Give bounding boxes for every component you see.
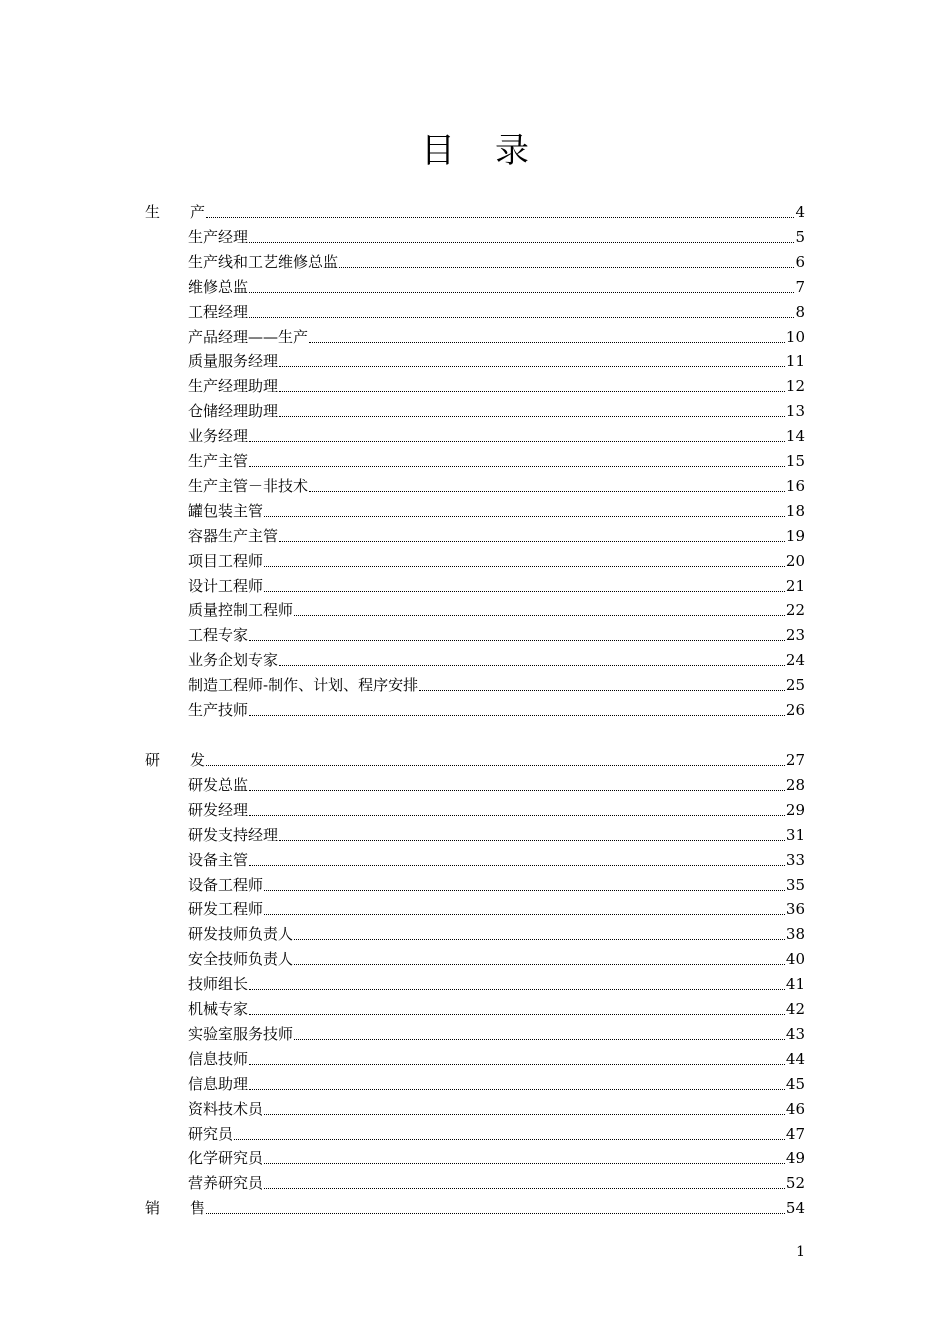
toc-entry-page: 52 bbox=[785, 1174, 805, 1193]
toc-entry[interactable] bbox=[188, 823, 805, 847]
toc-entry-label: 生 产 bbox=[145, 203, 206, 221]
toc-entry-label: 生产主管－非技术 bbox=[188, 476, 309, 495]
toc-entry[interactable] bbox=[188, 1022, 805, 1046]
toc-entry-page: 11 bbox=[785, 352, 805, 371]
toc-entry-label: 生产经理助理 bbox=[188, 377, 279, 396]
dot-leader bbox=[264, 591, 785, 592]
dot-leader bbox=[279, 665, 785, 666]
toc-entry-label: 质量控制工程师 bbox=[188, 601, 294, 620]
toc-entry[interactable] bbox=[188, 499, 805, 523]
toc-entry[interactable] bbox=[188, 250, 805, 274]
toc-entry-label: 研发工程师 bbox=[188, 900, 264, 919]
toc-entry-page: 18 bbox=[785, 501, 805, 520]
toc-entry-page: 42 bbox=[785, 1000, 805, 1018]
toc-entry-page: 47 bbox=[785, 1124, 805, 1143]
toc-entry[interactable] bbox=[188, 225, 805, 249]
toc-entry[interactable] bbox=[188, 1047, 805, 1071]
toc-entry-label: 信息技师 bbox=[188, 1049, 249, 1068]
toc-entry-page: 27 bbox=[785, 751, 805, 769]
toc-entry-page: 6 bbox=[795, 252, 805, 271]
toc-entry[interactable] bbox=[188, 275, 805, 299]
dot-leader bbox=[279, 416, 785, 417]
dot-leader bbox=[249, 715, 785, 716]
toc-entry[interactable] bbox=[188, 325, 805, 349]
toc-entry-label: 仓储经理助理 bbox=[188, 402, 279, 421]
toc-entry-page: 10 bbox=[785, 327, 805, 346]
toc-entry-page: 44 bbox=[785, 1049, 805, 1068]
dot-leader bbox=[264, 516, 785, 517]
toc-entry-page: 25 bbox=[785, 676, 805, 695]
toc-entry-label: 研发总监 bbox=[188, 775, 249, 794]
dot-leader bbox=[249, 292, 794, 293]
toc-entry-label: 机械专家 bbox=[188, 1000, 249, 1018]
dot-leader bbox=[249, 815, 785, 816]
toc-entry-page: 33 bbox=[785, 850, 805, 869]
toc-entry-label: 设计工程师 bbox=[188, 576, 264, 595]
dot-leader bbox=[249, 1014, 785, 1015]
dot-leader bbox=[279, 541, 785, 542]
toc-section-heading[interactable] bbox=[145, 200, 805, 224]
toc-entry-page: 46 bbox=[785, 1099, 805, 1118]
dot-leader bbox=[309, 491, 785, 492]
dot-leader bbox=[294, 964, 785, 965]
toc-entry-label: 生产主管 bbox=[188, 452, 249, 470]
dot-leader bbox=[309, 342, 785, 343]
toc-entry-page: 49 bbox=[785, 1149, 805, 1168]
toc-entry[interactable] bbox=[188, 399, 805, 423]
toc-entry-label: 资料技术员 bbox=[188, 1099, 264, 1118]
dot-leader bbox=[206, 1213, 785, 1214]
toc-entry[interactable] bbox=[188, 997, 805, 1021]
toc-entry-page: 4 bbox=[795, 203, 805, 221]
toc-entry[interactable] bbox=[188, 1097, 805, 1121]
toc-entry-page: 15 bbox=[785, 452, 805, 470]
dot-leader bbox=[264, 1188, 785, 1189]
toc-entry-page: 54 bbox=[785, 1199, 805, 1217]
toc-entry[interactable] bbox=[188, 673, 805, 697]
toc-entry[interactable] bbox=[188, 848, 805, 872]
dot-leader bbox=[294, 939, 785, 940]
toc-entry-label: 生产线和工艺维修总监 bbox=[188, 252, 339, 271]
dot-leader bbox=[249, 317, 794, 318]
toc-entry[interactable] bbox=[188, 648, 805, 672]
toc-entry-page: 12 bbox=[785, 377, 805, 396]
dot-leader bbox=[249, 1064, 785, 1065]
toc-entry-label: 工程专家 bbox=[188, 626, 249, 645]
dot-leader bbox=[249, 865, 785, 866]
toc-entry-label: 研究员 bbox=[188, 1124, 234, 1143]
toc-entry-page: 8 bbox=[795, 302, 805, 321]
toc-entry-page: 38 bbox=[785, 925, 805, 944]
dot-leader bbox=[279, 366, 785, 367]
dot-leader bbox=[294, 1039, 785, 1040]
toc-entry[interactable] bbox=[188, 374, 805, 398]
toc-entry[interactable] bbox=[188, 300, 805, 324]
toc-entry-page: 31 bbox=[785, 825, 805, 844]
toc-entry-label: 设备工程师 bbox=[188, 875, 264, 894]
dot-leader bbox=[264, 1163, 785, 1164]
toc-entry[interactable] bbox=[188, 798, 805, 822]
toc-entry-page: 45 bbox=[785, 1074, 805, 1093]
toc-section-heading[interactable] bbox=[145, 748, 805, 772]
toc-entry[interactable] bbox=[188, 449, 805, 473]
dot-leader bbox=[249, 640, 785, 641]
toc-entry-label: 研发支持经理 bbox=[188, 825, 279, 844]
toc-entry-page: 40 bbox=[785, 950, 805, 969]
toc-entry-label: 实验室服务技师 bbox=[188, 1024, 294, 1043]
toc-entry[interactable] bbox=[188, 922, 805, 946]
toc-entry-label: 工程经理 bbox=[188, 302, 249, 321]
toc-entry-page: 41 bbox=[785, 975, 805, 994]
toc-entry[interactable] bbox=[188, 623, 805, 647]
toc-entry-label: 设备主管 bbox=[188, 850, 249, 869]
toc-entry[interactable] bbox=[188, 972, 805, 996]
dot-leader bbox=[249, 242, 794, 243]
toc-entry[interactable] bbox=[188, 474, 805, 498]
toc-entry-page: 7 bbox=[795, 277, 805, 296]
toc-entry-page: 5 bbox=[795, 227, 805, 246]
toc-entry-page: 28 bbox=[785, 775, 805, 794]
toc-entry-label: 制造工程师-制作、计划、程序安排 bbox=[188, 676, 419, 695]
toc-entry-page: 21 bbox=[785, 576, 805, 595]
toc-entry-label: 业务企划专家 bbox=[188, 651, 279, 670]
toc-entry[interactable] bbox=[188, 598, 805, 622]
page-number: 1 bbox=[796, 1244, 805, 1260]
toc-entry-label: 信息助理 bbox=[188, 1074, 249, 1093]
toc-entry-page: 22 bbox=[785, 601, 805, 620]
toc-entry-label: 技师组长 bbox=[188, 975, 249, 994]
dot-leader bbox=[249, 1089, 785, 1090]
title-char-1: 目 bbox=[421, 131, 455, 171]
toc-entry-label: 化学研究员 bbox=[188, 1149, 264, 1168]
toc-entry[interactable] bbox=[188, 773, 805, 797]
toc-section-heading[interactable] bbox=[145, 1196, 805, 1220]
toc-entry-page: 16 bbox=[785, 476, 805, 495]
toc-entry[interactable] bbox=[188, 873, 805, 897]
page-title bbox=[0, 128, 950, 174]
toc-entry-label: 营养研究员 bbox=[188, 1174, 264, 1193]
toc-entry-page: 24 bbox=[785, 651, 805, 670]
toc-entry-page: 26 bbox=[785, 701, 805, 719]
dot-leader bbox=[264, 566, 785, 567]
toc-entry-label: 产品经理——生产 bbox=[188, 327, 309, 346]
toc-entry-page: 36 bbox=[785, 900, 805, 919]
toc-entry-label: 研发经理 bbox=[188, 800, 249, 819]
dot-leader bbox=[339, 267, 794, 268]
toc-entry[interactable] bbox=[188, 549, 805, 573]
toc-entry[interactable] bbox=[188, 1122, 805, 1146]
dot-leader bbox=[206, 217, 794, 218]
toc-entry-page: 29 bbox=[785, 800, 805, 819]
toc-entry-page: 23 bbox=[785, 626, 805, 645]
title-char-2: 录 bbox=[495, 131, 529, 171]
toc-entry[interactable] bbox=[188, 424, 805, 448]
dot-leader bbox=[249, 790, 785, 791]
toc-entry-page: 13 bbox=[785, 402, 805, 421]
toc-entry-label: 生产经理 bbox=[188, 227, 249, 246]
toc-entry[interactable] bbox=[188, 1146, 805, 1170]
toc-entry[interactable] bbox=[188, 574, 805, 598]
toc-entry-label: 研 发 bbox=[145, 751, 206, 769]
toc-entry-page: 20 bbox=[785, 551, 805, 570]
toc-entry-page: 19 bbox=[785, 526, 805, 545]
toc-entry-label: 生产技师 bbox=[188, 701, 249, 719]
toc-entry-label: 研发技师负责人 bbox=[188, 925, 294, 944]
toc-entry[interactable] bbox=[188, 1072, 805, 1096]
dot-leader bbox=[234, 1139, 785, 1140]
toc-entry[interactable] bbox=[188, 897, 805, 921]
toc-entry-page: 43 bbox=[785, 1024, 805, 1043]
toc-entry-label: 安全技师负责人 bbox=[188, 950, 294, 969]
toc-entry-label: 销 售 bbox=[145, 1199, 206, 1217]
toc-entry-page: 14 bbox=[785, 427, 805, 446]
dot-leader bbox=[264, 914, 785, 915]
dot-leader bbox=[419, 690, 785, 691]
toc-entry[interactable] bbox=[188, 524, 805, 548]
toc-entry[interactable] bbox=[188, 349, 805, 373]
toc-entry-label: 维修总监 bbox=[188, 277, 249, 296]
toc-entry-page: 35 bbox=[785, 875, 805, 894]
toc-entry-label: 质量服务经理 bbox=[188, 352, 279, 371]
dot-leader bbox=[249, 466, 785, 467]
dot-leader bbox=[249, 441, 785, 442]
toc-entry-label: 业务经理 bbox=[188, 427, 249, 446]
toc-entry[interactable] bbox=[188, 947, 805, 971]
toc-entry-label: 项目工程师 bbox=[188, 551, 264, 570]
toc-entry[interactable] bbox=[188, 698, 805, 722]
dot-leader bbox=[294, 615, 785, 616]
dot-leader bbox=[264, 1114, 785, 1115]
toc-entry[interactable] bbox=[188, 1171, 805, 1195]
dot-leader bbox=[249, 989, 785, 990]
dot-leader bbox=[206, 765, 785, 766]
toc-entry-label: 容器生产主管 bbox=[188, 526, 279, 545]
dot-leader bbox=[279, 391, 785, 392]
dot-leader bbox=[279, 840, 785, 841]
dot-leader bbox=[264, 890, 785, 891]
toc-entry-label: 罐包装主管 bbox=[188, 501, 264, 520]
